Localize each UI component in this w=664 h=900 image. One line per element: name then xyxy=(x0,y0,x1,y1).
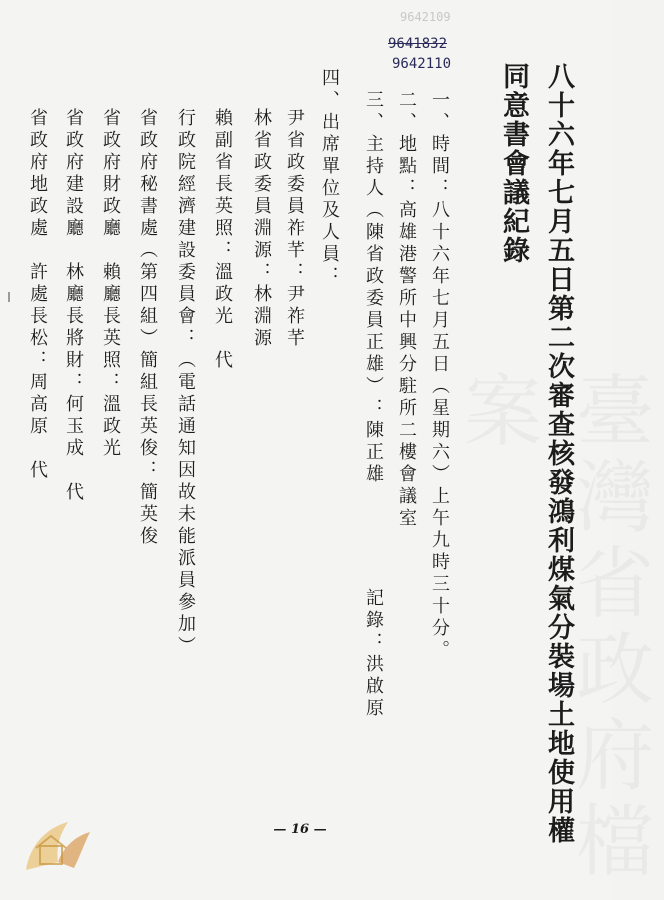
attendee-2: 林省政委員淵源：林淵源 xyxy=(251,108,272,350)
archive-number-old: 9641832 xyxy=(388,36,448,52)
attendee-1: 尹省政委員祚芊：尹祚芊 xyxy=(284,108,305,350)
item-chair: 三、主持人（陳省政委員正雄）：陳正雄 xyxy=(363,90,384,486)
recorder: 記錄：洪啟原 xyxy=(363,588,384,720)
attendee-8: 省政府地政處 許處長松：周高原 代 xyxy=(27,108,48,482)
item-attendees-heading: 四、出席單位及人員： xyxy=(319,68,340,288)
document-title-line-2: 同意書會議紀錄 xyxy=(498,62,529,265)
item-time: 一、時間：八十六年七月五日（星期六）上午九時三十分。 xyxy=(429,90,450,662)
page-number: — 16 — xyxy=(273,822,327,837)
attendee-5: 省政府秘書處（第四組）簡組長英俊：簡英俊 xyxy=(137,108,158,548)
attendee-4: 行政院經濟建設委員會：（電話通知因故未能派員參加） xyxy=(175,108,196,658)
attendee-6: 省政府財政廳 賴廳長英照：溫政光 xyxy=(100,108,121,460)
watermark-seal: 臺灣省政府檔案 xyxy=(451,370,653,886)
attendee-3: 賴副省長英照：溫政光 代 xyxy=(212,108,233,372)
document-title-line-1: 八十六年七月五日第二次審查核發鴻利煤氣分裝場土地使用權 xyxy=(543,62,574,845)
faint-stamp: 9642109 xyxy=(400,10,451,24)
item-location: 二、地點：高雄港警所中興分駐所二樓會議室 xyxy=(396,90,417,530)
binding-mark xyxy=(8,292,16,302)
archive-logo-icon xyxy=(18,810,98,884)
archive-number-new: 9642110 xyxy=(392,56,452,72)
attendee-7: 省政府建設廳 林廳長將財：何玉成 代 xyxy=(63,108,84,504)
